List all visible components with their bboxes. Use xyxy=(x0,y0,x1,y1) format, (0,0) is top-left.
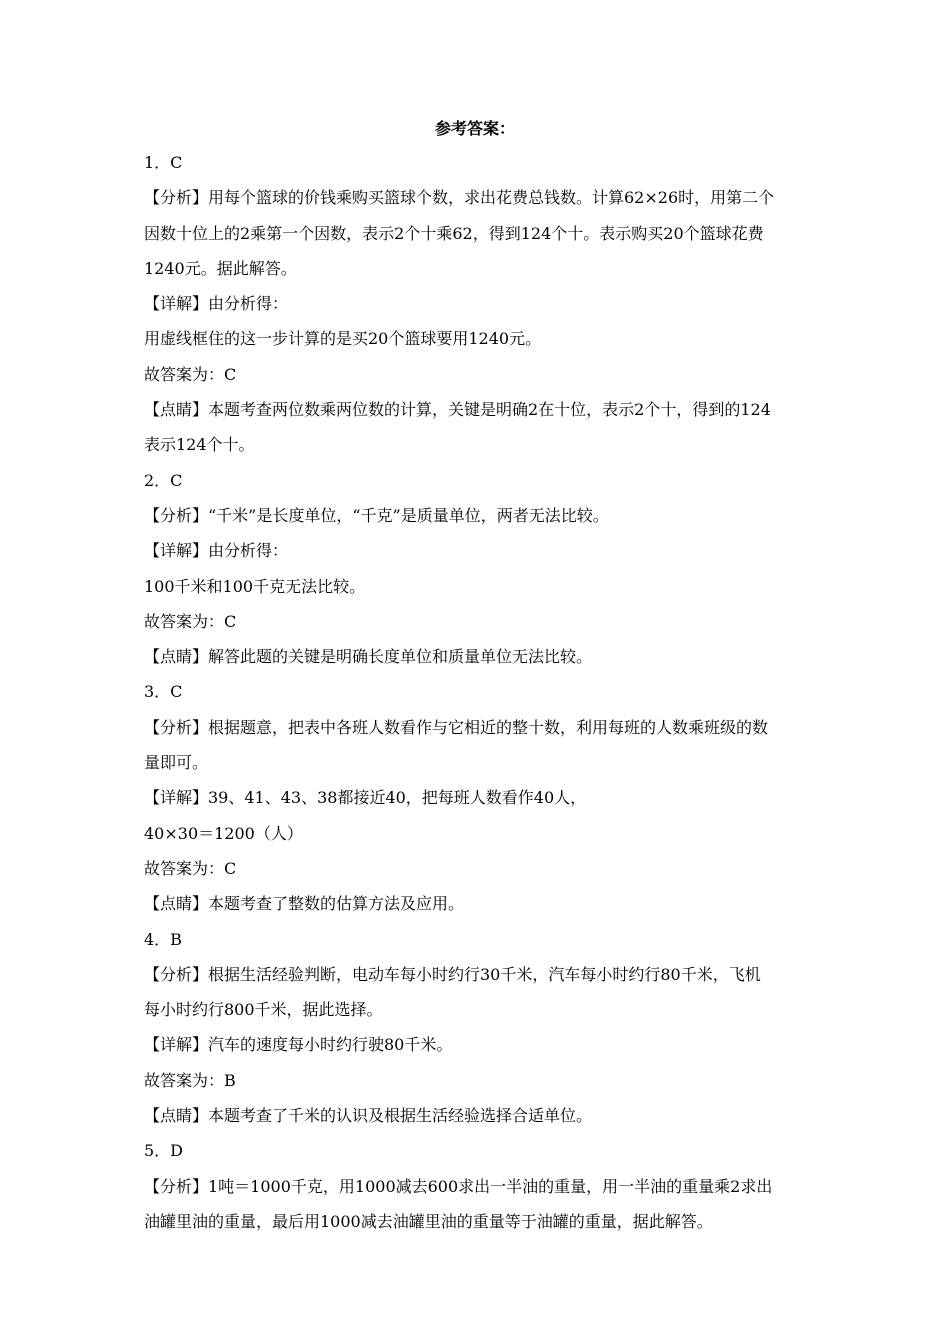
analysis-line: 【分析】根据生活经验判断，电动车每小时约行30千米，汽车每小时约行80千米，飞机 xyxy=(144,964,761,984)
analysis-line: 【分析】“千米”是长度单位，“千克”是质量单位，两者无法比较。 xyxy=(144,505,609,525)
answer-line: 故答案为：C xyxy=(144,858,237,878)
analysis-line: 【分析】用每个篮球的价钱乘购买篮球个数，求出花费总钱数。计算62×26时，用第二个 xyxy=(144,188,775,208)
answer-number-4: 4．B xyxy=(144,929,182,949)
analysis-line: 1240元。据此解答。 xyxy=(144,258,297,278)
comment-line: 【点睛】本题考查了整数的估算方法及应用。 xyxy=(144,894,465,914)
detail-line: 【详解】汽车的速度每小时约行驶80千米。 xyxy=(144,1035,453,1055)
answer-number-2: 2．C xyxy=(144,470,183,490)
answer-line: 故答案为：B xyxy=(144,1070,236,1090)
answer-line: 故答案为：C xyxy=(144,611,237,631)
detail-line: 用虚线框住的这一步计算的是买20个篮球要用1240元。 xyxy=(144,329,542,349)
answer-number-3: 3．C xyxy=(144,682,183,702)
analysis-line: 油罐里油的重量，最后用1000减去油罐里油的重量等于油罐的重量，据此解答。 xyxy=(144,1211,713,1231)
analysis-line: 量即可。 xyxy=(144,753,209,773)
analysis-line: 每小时约行800千米，据此选择。 xyxy=(144,1000,383,1020)
comment-line: 表示124个十。 xyxy=(144,435,255,455)
comment-line: 【点睛】本题考查两位数乘两位数的计算，关键是明确2在十位，表示2个十，得到的124 xyxy=(144,400,771,420)
page-title: 参考答案： xyxy=(434,119,515,138)
detail-line: 40×30＝1200（人） xyxy=(144,823,303,843)
answer-number-5: 5．D xyxy=(144,1141,184,1161)
answer-number-1: 1．C xyxy=(144,153,183,172)
analysis-line: 【分析】1吨＝1000千克，用1000减去600求出一半油的重量，用一半油的重量乘2求出 xyxy=(144,1176,773,1196)
comment-line: 【点睛】本题考查了千米的认识及根据生活经验选择合适单位。 xyxy=(144,1106,593,1126)
comment-line: 【点睛】解答此题的关键是明确长度单位和质量单位无法比较。 xyxy=(144,647,593,667)
detail-line: 【详解】由分析得： xyxy=(144,294,289,314)
detail-line: 【详解】由分析得： xyxy=(144,541,289,561)
analysis-line: 【分析】根据题意，把表中各班人数看作与它相近的整十数，利用每班的人数乘班级的数 xyxy=(144,717,769,737)
answer-content xyxy=(144,145,814,1239)
detail-line: 【详解】39、41、43、38都接近40，把每班人数看作40人， xyxy=(144,788,587,808)
answer-line: 故答案为：C xyxy=(144,364,237,384)
detail-line: 100千米和100千克无法比较。 xyxy=(144,576,366,596)
analysis-line: 因数十位上的2乘第一个因数，表示2个十乘62，得到124个十。表示购买20个篮球花费 xyxy=(144,223,764,243)
